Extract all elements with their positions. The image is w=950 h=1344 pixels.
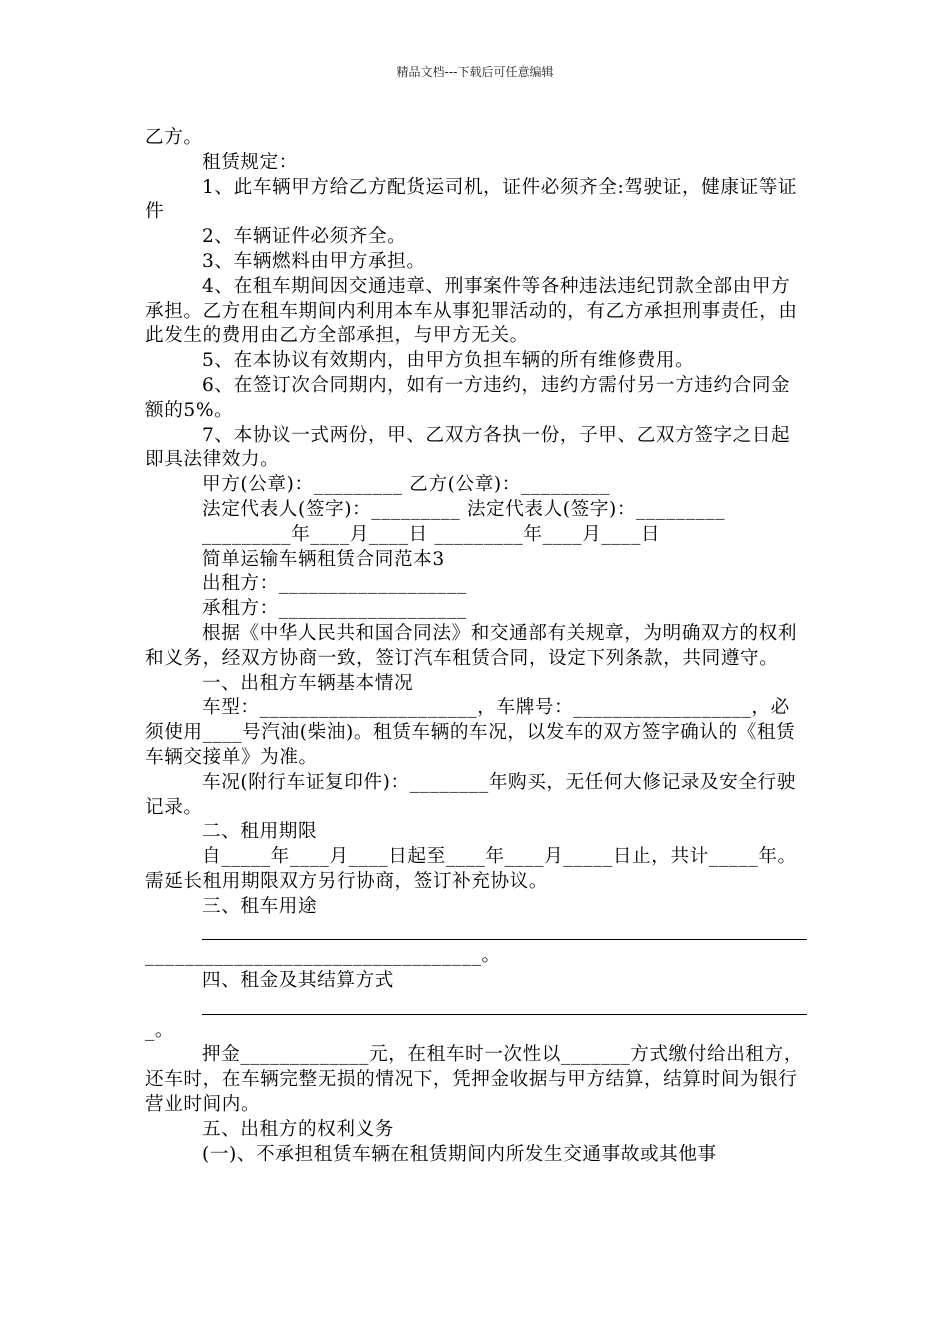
paragraph: 押金_____________元，在租车时一次性以_______方式缴付给出租方，还车时，在车辆完整无损的情况下，凭押金收据与甲方结算，结算时间为银行营业时间内。	[145, 1044, 804, 1116]
paragraph: 二、租用期限	[202, 821, 318, 843]
paragraph: 五、出租方的权利义务	[202, 1118, 394, 1140]
paragraph: 乙方。	[145, 127, 203, 148]
paragraph: 承租方：___________________	[202, 598, 467, 620]
paragraph: 根据《中华人民共和国合同法》和交通部有关规章，为明确双方的权利和义务，经双方协商一致，签订汽车租赁合同，设定下列条款，共同遵守。	[145, 622, 798, 669]
paragraph: 5、在本协议有效期内，由甲方负担车辆的所有维修费用。	[202, 350, 695, 372]
paragraph: 2、车辆证件必须齐全。	[202, 226, 407, 248]
paragraph: 自_____年____月____日起至____年____月_____日止，共计_____年。需延长租用期限双方另行协商，签订补充协议。	[145, 846, 797, 892]
page-header: 精品文档---下载后可任意编辑	[396, 65, 554, 79]
paragraph: 法定代表人(签字)：_________ 法定代表人(签字)：_________	[202, 498, 726, 520]
paragraph: 甲方(公章)：_________ 乙方(公章)：_________	[202, 474, 611, 496]
paragraph: 出租方：___________________	[202, 573, 467, 595]
paragraph: 3、车辆燃料由甲方承担。	[202, 250, 426, 272]
paragraph: 三、租车用途	[202, 895, 318, 917]
paragraph: 租赁规定：	[202, 151, 298, 173]
paragraph: (一)、不承担租赁车辆在租赁期间内所发生交通事故或其他事	[202, 1143, 717, 1165]
blank-fill-line	[145, 994, 807, 1019]
paragraph: 7、本协议一式两份，甲、乙双方各执一份，子甲、乙双方签字之日起即具法律效力。	[145, 424, 791, 471]
paragraph: 一、出租方车辆基本情况	[202, 672, 414, 694]
blank-fill-line	[145, 920, 807, 945]
paragraph: _。	[145, 1019, 175, 1041]
paragraph: 1、此车辆甲方给乙方配货运司机，证件必须齐全:驾驶证，健康证等证件	[145, 176, 798, 223]
paragraph: 车况(附行车证复印件)：________年购买，无任何大修记录及安全行驶记录。	[145, 771, 796, 818]
paragraph: 简单运输车辆租赁合同范本3	[202, 548, 445, 570]
paragraph: 6、在签订次合同期内，如有一方违约，违约方需付另一方违约合同金额的5%。	[145, 374, 791, 421]
paragraph: __________________________________。	[145, 945, 501, 967]
paragraph: 4、在租车期间因交通违章、刑事案件等各种违法违纪罚款全部由甲方承担。乙方在租车期间内利用本车从事犯罪活动的，有乙方承担刑事责任，由此发生的费用由乙方全部承担，与甲方无关。	[145, 275, 798, 347]
paragraph: 车型：______________________，车牌号：__________________，必须使用____号汽油(柴油)。租赁车辆的车况，以发车的双方签字确认的《租赁车辆交接单》为准。	[145, 697, 796, 768]
paragraph: 四、租金及其结算方式	[202, 970, 394, 992]
paragraph: _________年____月____日 _________年____月____日	[202, 523, 661, 545]
document-body	[145, 126, 807, 1167]
